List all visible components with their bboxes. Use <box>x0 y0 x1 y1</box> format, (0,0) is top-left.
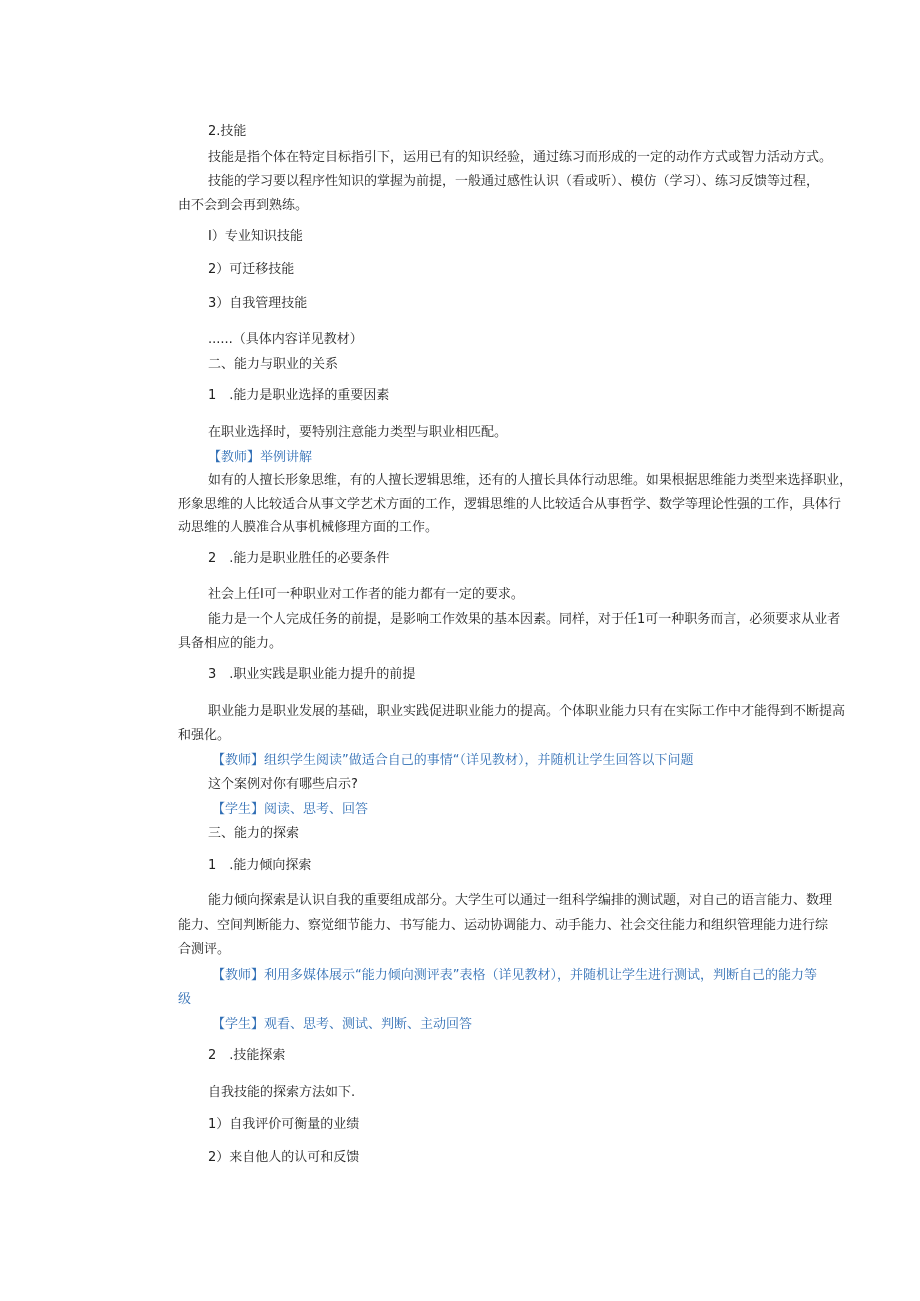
student-note: 【学生】观看、思考、测试、判断、主动回答 <box>212 1017 473 1032</box>
subsection-heading: 1 .能力是职业选择的重要因素 <box>208 388 390 403</box>
subsection-heading: 3 .职业实践是职业能力提升的前提 <box>208 667 416 682</box>
list-item: 3）自我管理技能 <box>208 296 308 311</box>
question-line: 这个案例对你有哪些启示? <box>208 777 358 792</box>
list-item: 1）自我评价可衡量的业绩 <box>208 1117 360 1132</box>
paragraph-line: 和强化。 <box>178 728 231 743</box>
list-item: I）专业知识技能 <box>208 229 303 244</box>
subsection-heading: 1 .能力倾向探索 <box>208 858 312 873</box>
paragraph-line: 技能的学习要以程序性知识的掌握为前提，一般通过感性认识（看或听）、模仿（学习）、练习反馈等过程， <box>208 174 820 189</box>
paragraph-line: 合测评。 <box>178 942 231 957</box>
teacher-note: 【教师】举例讲解 <box>208 450 313 465</box>
paragraph-line: 技能是指个体在特定目标指引下，运用已有的知识经验，通过练习而形成的一定的动作方式或智力活动方式。 <box>208 150 833 165</box>
subsection-heading: 2 .技能探索 <box>208 1048 286 1063</box>
section-heading: 三、能力的探索 <box>208 826 300 841</box>
paragraph-line: 形象思维的人比较适合从事文学艺术方面的工作，逻辑思维的人比较适合从事哲学、数学等理论性强的工作，具体行 <box>178 497 842 512</box>
note-line: ......（具体内容详见教材） <box>208 332 363 347</box>
list-item: 2）来自他人的认可和反馈 <box>208 1150 360 1165</box>
section-heading-skills: 2.技能 <box>208 124 247 139</box>
paragraph-line: 在职业选择时，要特别注意能力类型与职业相匹配。 <box>208 425 508 440</box>
subsection-heading: 2 .能力是职业胜任的必要条件 <box>208 551 390 566</box>
paragraph-line: 能力是一个人完成任务的前提，是影响工作效果的基本因素。同样，对于任1可一种职务而言，必须要求从业者 <box>208 612 841 627</box>
list-item: 2）可迁移技能 <box>208 262 295 277</box>
paragraph-line: 职业能力是职业发展的基础，职业实践促进职业能力的提高。个体职业能力只有在实际工作中才能得到不断提高 <box>208 704 846 719</box>
paragraph-line: 能力、空间判断能力、察觉细节能力、书写能力、运动协调能力、动手能力、社会交往能力和组织管理能力进行综 <box>178 918 829 933</box>
paragraph-line: 动思维的人膜准合从事机械修理方面的工作。 <box>178 520 439 535</box>
student-note: 【学生】阅读、思考、回答 <box>212 802 369 817</box>
section-heading: 二、能力与职业的关系 <box>208 357 339 372</box>
paragraph-line: 具备相应的能力。 <box>178 636 283 651</box>
teacher-note: 【教师】组织学生阅读”做适合自己的事情“（详见教材），并随机让学生回答以下问题 <box>212 753 694 768</box>
paragraph-line: 社会上任I可一种职业对工作者的能力都有一定的要求。 <box>208 587 524 602</box>
paragraph-line: 由不会到会再到熟练。 <box>178 198 309 213</box>
paragraph-line: 能力倾向探索是认识自我的重要组成部分。大学生可以通过一组科学编排的测试题，对自己的语言能力、数理 <box>208 893 833 908</box>
paragraph-line: 自我技能的探索方法如下. <box>208 1085 356 1100</box>
teacher-note: 【教师】利用多媒体展示“能力倾向测评表”表格（详见教材），并随机让学生进行测试，判断自己的能力等 <box>212 968 817 983</box>
paragraph-line: 如有的人擅长形象思维，有的人擅长逻辑思维，还有的人擅长具体行动思维。如果根据思维能力类型来选择职业， <box>208 473 853 488</box>
teacher-note: 级 <box>178 992 192 1007</box>
